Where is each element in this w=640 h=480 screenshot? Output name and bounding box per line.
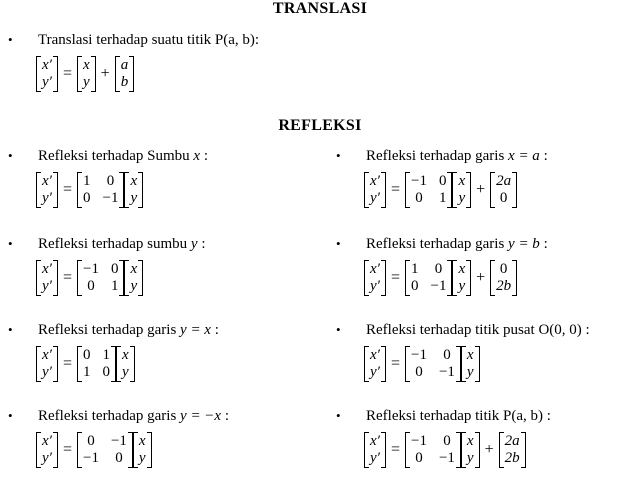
plus-sign: + bbox=[476, 269, 486, 286]
point-vector bbox=[133, 432, 152, 468]
plus-sign: + bbox=[100, 65, 110, 82]
bullet: • bbox=[8, 408, 13, 423]
refleksi-equation bbox=[36, 260, 143, 296]
lhs-vector-top: x′ bbox=[42, 173, 52, 189]
point-vector-col bbox=[467, 347, 474, 381]
refleksi-label: Refleksi terhadap titik pusat O(0, 0) : bbox=[366, 322, 590, 338]
offset-vector bbox=[490, 260, 517, 296]
bullet: • bbox=[8, 32, 13, 47]
lhs-vector bbox=[36, 260, 58, 296]
plus-sign: + bbox=[476, 181, 486, 198]
lhs-vector-col bbox=[370, 347, 380, 381]
point-vector-col bbox=[139, 433, 146, 467]
offset-col bbox=[505, 433, 520, 467]
plus-sign: + bbox=[484, 441, 494, 458]
offset-cell: 0 bbox=[499, 261, 508, 277]
point-vector-top: x bbox=[121, 347, 129, 363]
point-vector-bottom: y bbox=[466, 364, 474, 380]
matrix-col bbox=[102, 347, 110, 381]
refleksi-label: Refleksi terhadap garis x = a : bbox=[366, 148, 548, 164]
refleksi-label: Refleksi terhadap garis y = −x : bbox=[38, 408, 230, 424]
bullet: • bbox=[8, 148, 13, 163]
point-vector-col bbox=[122, 347, 129, 381]
matrix-col bbox=[430, 261, 446, 295]
lhs-vector bbox=[364, 432, 386, 468]
matrix-cell: 1 bbox=[102, 347, 110, 363]
point-vector-top: x bbox=[138, 433, 146, 449]
matrix-cell: −1 bbox=[102, 190, 119, 206]
vec-x: x bbox=[82, 57, 90, 73]
point-vector-bottom: y bbox=[130, 278, 138, 294]
matrix-col bbox=[439, 173, 447, 207]
equals-sign: = bbox=[390, 355, 400, 372]
matrix-cell: 0 bbox=[106, 173, 115, 189]
equals-sign: = bbox=[62, 441, 72, 458]
matrix-cell: 0 bbox=[443, 347, 451, 363]
lhs-vector-bottom: y′ bbox=[42, 278, 52, 294]
matrix-cell: 0 bbox=[87, 433, 95, 449]
matrix-cell: 0 bbox=[102, 364, 110, 380]
offset-cell: 2b bbox=[496, 278, 512, 294]
matrix-cell: −1 bbox=[410, 433, 427, 449]
lhs-vector-top: x′ bbox=[42, 261, 52, 277]
matrix-cell: 1 bbox=[438, 190, 447, 206]
lhs-vector-col bbox=[42, 173, 52, 207]
matrix-col bbox=[83, 173, 91, 207]
lhs-vector-col bbox=[42, 347, 52, 381]
offset-vector bbox=[490, 172, 517, 208]
point-vector-bottom: y bbox=[138, 450, 146, 466]
point-vector-col bbox=[130, 173, 137, 207]
matrix-cell: 0 bbox=[87, 278, 95, 294]
lhs-vector-col bbox=[370, 261, 380, 295]
add-a: a bbox=[120, 57, 129, 73]
matrix-cell: −1 bbox=[410, 173, 427, 189]
lhs-vector-col bbox=[42, 433, 52, 467]
lhs-vector-top: x′ bbox=[370, 173, 380, 189]
matrix-cell: −1 bbox=[410, 347, 427, 363]
refleksi-heading: REFLEKSI bbox=[278, 117, 362, 134]
matrix-cell: −1 bbox=[430, 278, 447, 294]
lhs-y: y′ bbox=[42, 74, 52, 90]
bullet: • bbox=[336, 408, 341, 423]
lhs-vector-col bbox=[370, 173, 380, 207]
matrix-col bbox=[439, 347, 455, 381]
lhs-vector-col bbox=[370, 433, 380, 467]
offset-cell: 2a bbox=[504, 433, 520, 449]
matrix-col bbox=[439, 433, 455, 467]
matrix-cell: −1 bbox=[82, 450, 99, 466]
point-vector-col bbox=[130, 261, 137, 295]
lhs-vector bbox=[36, 56, 58, 92]
point-vector bbox=[461, 346, 480, 382]
lhs-vector bbox=[36, 172, 58, 208]
transform-matrix bbox=[405, 432, 461, 468]
point-vector-top: x bbox=[130, 173, 138, 189]
point-vector-col bbox=[458, 261, 465, 295]
point-vector-bottom: y bbox=[130, 190, 138, 206]
label-math: x bbox=[193, 148, 201, 164]
label-math: y = −x bbox=[180, 408, 222, 424]
matrix-col bbox=[111, 433, 127, 467]
refleksi-equation bbox=[36, 172, 143, 208]
lhs-vector-top: x′ bbox=[42, 433, 52, 449]
lhs-vector-bottom: y′ bbox=[370, 278, 380, 294]
point-vector bbox=[116, 346, 135, 382]
offset-col bbox=[496, 261, 511, 295]
translation-vector bbox=[115, 56, 135, 92]
equals-sign: = bbox=[390, 181, 400, 198]
point-vector bbox=[461, 432, 480, 468]
bullet: • bbox=[8, 322, 13, 337]
lhs-vector bbox=[364, 172, 386, 208]
matrix-cell: 0 bbox=[434, 261, 443, 277]
point-vector bbox=[124, 260, 143, 296]
matrix-cell: −1 bbox=[110, 433, 127, 449]
matrix-col bbox=[102, 173, 118, 207]
refleksi-equation bbox=[36, 432, 152, 468]
transform-matrix bbox=[77, 172, 124, 208]
matrix-col bbox=[83, 433, 99, 467]
matrix-cell: 0 bbox=[415, 190, 423, 206]
point-vector-top: x bbox=[466, 347, 474, 363]
refleksi-equation bbox=[36, 346, 135, 382]
equals-sign: = bbox=[62, 181, 72, 198]
point-vector-top: x bbox=[458, 261, 466, 277]
point-vector-top: x bbox=[466, 433, 474, 449]
matrix-cell: 0 bbox=[82, 347, 91, 363]
matrix-cell: 1 bbox=[82, 364, 91, 380]
lhs-vector-bottom: y′ bbox=[370, 364, 380, 380]
lhs-vector bbox=[36, 346, 58, 382]
label-math: y bbox=[190, 236, 198, 252]
equals-sign: = bbox=[390, 269, 400, 286]
point-vector-bottom: y bbox=[458, 278, 466, 294]
lhs-vector bbox=[364, 260, 386, 296]
matrix-col bbox=[83, 347, 91, 381]
matrix-cell: 0 bbox=[443, 433, 451, 449]
refleksi-label: Refleksi terhadap sumbu y : bbox=[38, 236, 206, 252]
translasi-label: Translasi terhadap suatu titik P(a, b): bbox=[38, 32, 260, 48]
matrix-cell: −1 bbox=[438, 450, 455, 466]
matrix-cell: 0 bbox=[410, 278, 419, 294]
refleksi-equation bbox=[364, 260, 517, 296]
lhs-vector-top: x′ bbox=[42, 347, 52, 363]
lhs-vector bbox=[364, 346, 386, 382]
transform-matrix bbox=[77, 260, 124, 296]
lhs-vector-top: x′ bbox=[370, 347, 380, 363]
matrix-cell: −1 bbox=[82, 261, 99, 277]
lhs-vector-col bbox=[42, 261, 52, 295]
point-vector-top: x bbox=[130, 261, 138, 277]
point-vector-col bbox=[467, 433, 474, 467]
matrix-cell: 0 bbox=[415, 364, 423, 380]
refleksi-label: Refleksi terhadap garis y = x : bbox=[38, 322, 219, 338]
lhs-vector-bottom: y′ bbox=[42, 364, 52, 380]
label-math: x = a bbox=[508, 148, 540, 164]
lhs-vector-bottom: y′ bbox=[42, 450, 52, 466]
bullet: • bbox=[336, 236, 341, 251]
offset-vector bbox=[499, 432, 526, 468]
matrix-cell: −1 bbox=[438, 364, 455, 380]
matrix-cell: 0 bbox=[115, 450, 123, 466]
matrix-cell: 0 bbox=[110, 261, 119, 277]
translasi-equation bbox=[36, 56, 134, 92]
point-vector-bottom: y bbox=[466, 450, 474, 466]
transform-matrix bbox=[405, 172, 452, 208]
translasi-heading: TRANSLASI bbox=[272, 0, 368, 17]
offset-cell: 0 bbox=[499, 190, 508, 206]
equals-sign: = bbox=[62, 269, 72, 286]
matrix-col bbox=[411, 173, 427, 207]
refleksi-label: Refleksi terhadap Sumbu x : bbox=[38, 148, 208, 164]
offset-cell: 2a bbox=[496, 173, 512, 189]
point-vector-top: x bbox=[458, 173, 466, 189]
bullet: • bbox=[336, 148, 341, 163]
equals-sign: = bbox=[62, 355, 72, 372]
label-math: y = x bbox=[180, 322, 211, 338]
refleksi-equation bbox=[364, 346, 480, 382]
bullet: • bbox=[8, 236, 13, 251]
lhs-vector-bottom: y′ bbox=[370, 450, 380, 466]
point-vector bbox=[452, 172, 471, 208]
matrix-cell: 1 bbox=[82, 173, 91, 189]
matrix-cell: 1 bbox=[110, 278, 119, 294]
point-vector bbox=[452, 260, 471, 296]
offset-col bbox=[496, 173, 511, 207]
transform-matrix bbox=[405, 346, 461, 382]
refleksi-equation bbox=[364, 172, 517, 208]
matrix-cell: 0 bbox=[415, 450, 423, 466]
lhs-vector-top: x′ bbox=[370, 433, 380, 449]
point-vector-bottom: y bbox=[458, 190, 466, 206]
refleksi-label: Refleksi terhadap titik P(a, b) : bbox=[366, 408, 551, 424]
bullet: • bbox=[336, 322, 341, 337]
matrix-col bbox=[411, 433, 427, 467]
lhs-vector-bottom: y′ bbox=[370, 190, 380, 206]
lhs-vector-bottom: y′ bbox=[42, 190, 52, 206]
matrix-col bbox=[83, 261, 99, 295]
matrix-col bbox=[411, 261, 419, 295]
matrix-cell: 1 bbox=[410, 261, 419, 277]
refleksi-equation bbox=[364, 432, 526, 468]
point-vector-bottom: y bbox=[121, 364, 129, 380]
refleksi-label: Refleksi terhadap garis y = b : bbox=[366, 236, 548, 252]
matrix-col bbox=[411, 347, 427, 381]
matrix-col bbox=[111, 261, 119, 295]
matrix-cell: 0 bbox=[438, 173, 447, 189]
point-vector bbox=[124, 172, 143, 208]
point-vector-col bbox=[458, 173, 465, 207]
transform-matrix bbox=[77, 432, 133, 468]
lhs-vector bbox=[36, 432, 58, 468]
vec-y: y bbox=[82, 74, 90, 90]
transform-matrix bbox=[405, 260, 452, 296]
transform-matrix bbox=[77, 346, 116, 382]
lhs-x: x′ bbox=[42, 57, 52, 73]
equals-sign: = bbox=[62, 65, 72, 82]
point-vector bbox=[77, 56, 96, 92]
label-math: y = b bbox=[508, 236, 540, 252]
add-b: b bbox=[120, 74, 129, 90]
equals-sign: = bbox=[390, 441, 400, 458]
offset-cell: 2b bbox=[504, 450, 520, 466]
lhs-vector-top: x′ bbox=[370, 261, 380, 277]
matrix-cell: 0 bbox=[82, 190, 91, 206]
